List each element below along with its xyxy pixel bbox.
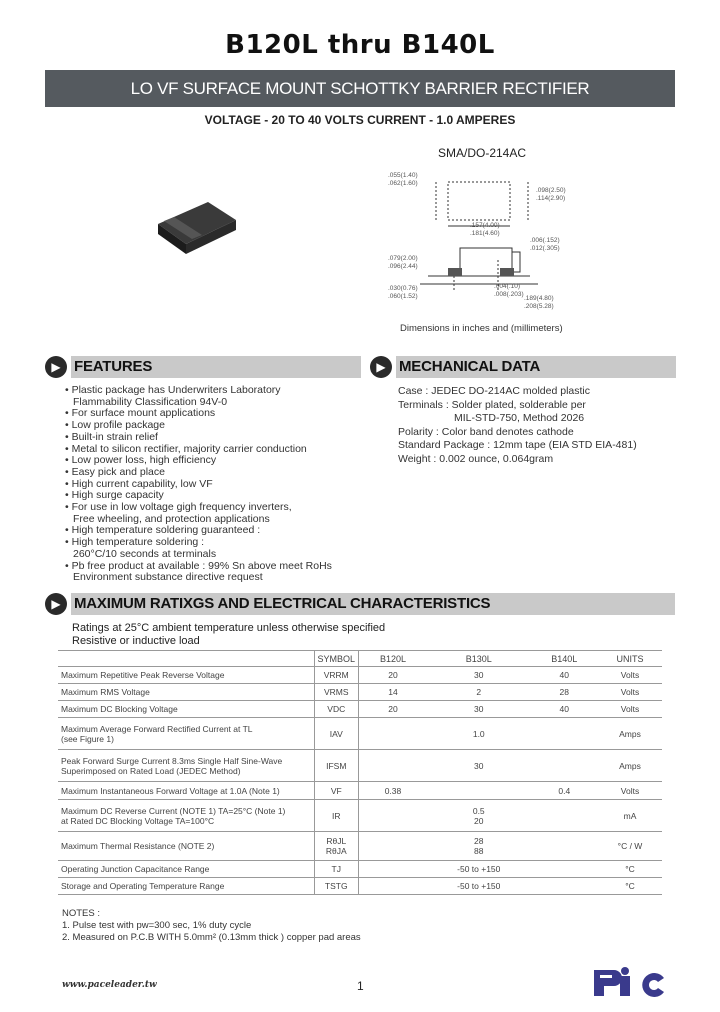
symbol-cell: [314, 878, 359, 895]
symbol-cell: [314, 782, 359, 800]
dim-label: .060(1.52): [388, 293, 418, 300]
b130l-cell: [427, 832, 531, 861]
package-name: SMA/DO-214AC: [438, 146, 527, 160]
features-list: [65, 385, 365, 584]
document-title: B120L thru B140L: [225, 30, 495, 60]
b140l-cell: [531, 750, 598, 782]
symbol-cell-text: TJ: [331, 864, 341, 874]
feature-item-continuation: Environment substance directive request: [73, 571, 263, 584]
b140l-cell-text: 0.4: [558, 785, 571, 796]
b140l-cell: [531, 832, 598, 861]
b130l-cell-text: 0.5: [472, 805, 485, 816]
b140l-cell-text: 40: [559, 670, 570, 680]
param-cell: [58, 718, 314, 750]
feature-item: • Plastic package has Underwriters Laboratory: [65, 384, 281, 396]
unit-cell: [598, 718, 662, 750]
b130l-cell: [427, 782, 531, 800]
unit-cell-text: Volts: [620, 670, 640, 680]
b140l-cell-text: 28: [559, 687, 570, 697]
param-cell-text: Maximum DC Reverse Current (NOTE 1) TA=25°C (Note 1): [61, 805, 286, 816]
symbol-cell: [314, 701, 359, 718]
feature-item-continuation: Free wheeling, and protection applications: [73, 512, 270, 525]
table-row: [58, 684, 662, 701]
param-cell: [58, 861, 314, 878]
symbol-cell: [314, 832, 359, 861]
feature-item: • Low profile package: [65, 419, 165, 432]
b120l-cell-text: 14: [388, 687, 398, 697]
symbol-cell: [314, 750, 359, 782]
b130l-cell-text: -50 to +150: [457, 864, 501, 874]
header-cell: B120L: [359, 651, 427, 667]
b140l-cell: [531, 718, 598, 750]
ratings-line-2: Resistive or inductive load: [72, 635, 200, 647]
unit-cell-text: Volts: [620, 785, 640, 796]
symbol-cell: [314, 800, 359, 832]
table-header-row: [58, 651, 662, 667]
b130l-cell: [427, 800, 531, 832]
param-cell: [58, 750, 314, 782]
feature-item: • For use in low voltage gigh frequency inverters,: [65, 501, 292, 514]
b130l-cell: [427, 684, 531, 701]
table-row: [58, 782, 662, 800]
features-heading: FEATURES: [71, 356, 361, 378]
b130l-cell-text: 1.0: [472, 728, 485, 739]
dim-label: .189(4.80): [524, 295, 554, 302]
feature-item-continuation: Flammability Classification 94V-0: [73, 395, 228, 408]
arrow-bullet-icon: ▶: [45, 356, 67, 378]
symbol-cell: [314, 861, 359, 878]
mechanical-list: [398, 385, 678, 466]
package-dimension-drawing: [388, 160, 568, 315]
b130l-cell-text: 2: [476, 687, 482, 697]
dim-label: .012(.305): [530, 245, 560, 252]
header-cell: B130L: [427, 651, 531, 667]
symbol-cell: [314, 667, 359, 684]
b130l-cell-text: 88: [474, 846, 484, 856]
symbol-cell-text: TSTG: [324, 881, 348, 891]
b120l-cell: [359, 750, 427, 782]
symbol-cell-text: IR: [332, 810, 341, 821]
b130l-cell-text: 28: [474, 836, 484, 846]
dim-label: .114(2.90): [536, 195, 566, 202]
param-cell-text: Maximum Average Forward Rectified Current at TL: [61, 723, 253, 734]
unit-cell-text: °C: [625, 881, 635, 891]
param-cell-text: at Rated DC Blocking Voltage TA=100°C: [61, 815, 215, 826]
unit-cell: [598, 800, 662, 832]
b140l-cell: [531, 861, 598, 878]
param-cell: [58, 878, 314, 895]
feature-item: • Built-in strain relief: [65, 430, 158, 443]
pic-logo: [590, 966, 674, 998]
arrow-bullet-icon: ▶: [45, 593, 67, 615]
param-cell-text: Storage and Operating Temperature Range: [61, 881, 225, 891]
unit-cell: [598, 861, 662, 878]
unit-cell: [598, 750, 662, 782]
mechanical-item: Case : JEDEC DO-214AC molded plastic: [398, 385, 590, 397]
param-cell: [58, 684, 314, 701]
param-cell: [58, 701, 314, 718]
param-cell: [58, 832, 314, 861]
b130l-cell: [427, 750, 531, 782]
table-row: [58, 701, 662, 718]
b130l-cell-text: 30: [474, 760, 484, 771]
b140l-cell: [531, 667, 598, 684]
page-number: 1: [357, 979, 364, 993]
param-cell-text: Maximum RMS Voltage: [61, 687, 150, 697]
dim-label: .181(4.60): [470, 230, 500, 237]
b120l-cell: [359, 782, 427, 800]
b120l-cell-text: 20: [388, 670, 398, 680]
dim-label: .062(1.60): [388, 180, 418, 187]
unit-cell-text: Volts: [620, 687, 640, 697]
mechanical-heading: MECHANICAL DATA: [396, 356, 676, 378]
param-cell-text: Maximum DC Blocking Voltage: [61, 704, 178, 714]
b120l-cell: [359, 701, 427, 718]
b120l-cell: [359, 861, 427, 878]
mechanical-item: Standard Package : 12mm tape (EIA STD EIA-481): [398, 439, 637, 451]
unit-cell: [598, 878, 662, 895]
arrow-bullet-icon: ▶: [370, 356, 392, 378]
param-cell-text: Superimposed on Rated Load (JEDEC Method): [61, 765, 241, 776]
b130l-cell: [427, 718, 531, 750]
feature-item: • For surface mount applications: [65, 407, 216, 420]
note-1: 1. Pulse test with pw=300 sec, 1% duty cycle: [62, 920, 252, 931]
feature-item: • High temperature soldering :: [65, 536, 205, 549]
param-cell: [58, 667, 314, 684]
b140l-cell: [531, 684, 598, 701]
dim-label: .006(.152): [530, 237, 560, 244]
table-row: [58, 718, 662, 750]
symbol-cell-text: VDC: [327, 704, 346, 714]
table-row: [58, 667, 662, 684]
b130l-cell: [427, 861, 531, 878]
b120l-cell: [359, 800, 427, 832]
symbol-cell-text: IAV: [329, 728, 343, 739]
header-cell: UNITS: [598, 651, 662, 667]
b120l-cell-text: 20: [388, 704, 398, 714]
feature-item: • Pb free product at available : 99% Sn above meet RoHs: [65, 559, 332, 572]
b140l-cell: [531, 800, 598, 832]
dim-label: .004(.10): [494, 283, 521, 290]
dim-label: .098(2.50): [536, 187, 566, 194]
feature-item: • High temperature soldering guaranteed :: [65, 524, 261, 537]
b120l-cell: [359, 718, 427, 750]
param-cell-text: Maximum Repetitive Peak Reverse Voltage: [61, 670, 225, 680]
unit-cell-text: Amps: [619, 728, 641, 739]
feature-item: • Easy pick and place: [65, 465, 165, 478]
unit-cell-text: Amps: [619, 760, 641, 771]
dim-label: .079(2.00): [388, 255, 418, 262]
symbol-cell-text: VRMS: [323, 687, 349, 697]
b130l-cell-text: -50 to +150: [457, 881, 501, 891]
param-cell-text: Maximum Instantaneous Forward Voltage at 1.0A (Note 1): [61, 785, 280, 796]
b130l-cell: [427, 701, 531, 718]
dim-label: .208(5.28): [524, 303, 554, 310]
symbol-cell-text: VF: [330, 785, 342, 796]
ratings-line-1: Ratings at 25°C ambient temperature unless otherwise specified: [72, 622, 386, 634]
ratings-heading: MAXIMUM RATIXGS AND ELECTRICAL CHARACTERISTICS: [71, 593, 675, 615]
table-row: [58, 878, 662, 895]
table-row: [58, 800, 662, 832]
header-cell: [58, 651, 314, 667]
unit-cell: [598, 701, 662, 718]
b120l-cell-text: 0.38: [384, 785, 402, 796]
table-row: [58, 861, 662, 878]
unit-cell: [598, 832, 662, 861]
dim-label: .055(1.40): [388, 172, 418, 179]
mechanical-item: Polarity : Color band denotes cathode: [398, 425, 574, 438]
b120l-cell: [359, 667, 427, 684]
voltage-current-summary: VOLTAGE - 20 TO 40 VOLTS CURRENT - 1.0 AMPERES: [204, 113, 516, 127]
symbol-cell: [314, 718, 359, 750]
ratings-conditions: [72, 622, 385, 648]
b130l-cell: [427, 878, 531, 895]
b130l-cell-text: 30: [474, 704, 484, 714]
mechanical-item: Terminals : Solder plated, solderable per: [398, 398, 586, 411]
dim-label: .030(0.76): [388, 285, 418, 292]
symbol-cell-text: IFSM: [326, 760, 347, 771]
feature-item: • High current capability, low VF: [65, 477, 213, 490]
param-cell-text: (see Figure 1): [61, 733, 114, 744]
b130l-cell-text: 20: [474, 815, 484, 826]
symbol-cell-text: VRRM: [323, 670, 349, 680]
notes-title: NOTES :: [62, 908, 101, 919]
component-image: [150, 196, 240, 258]
b120l-cell: [359, 684, 427, 701]
b140l-cell: [531, 701, 598, 718]
unit-cell-text: °C / W: [617, 841, 643, 851]
notes: [62, 908, 361, 944]
header-cell: SYMBOL: [314, 651, 359, 667]
b130l-cell-text: 30: [474, 670, 484, 680]
symbol-cell: [314, 684, 359, 701]
b140l-cell: [531, 782, 598, 800]
feature-item: • Low power loss, high efficiency: [65, 454, 217, 467]
table-row: [58, 832, 662, 861]
dim-label: .008(.203): [494, 291, 524, 298]
mechanical-item-continuation: MIL-STD-750, Method 2026: [454, 412, 585, 424]
mechanical-item: Weight : 0.002 ounce, 0.064gram: [398, 452, 554, 465]
b130l-cell: [427, 667, 531, 684]
feature-item: • Metal to silicon rectifier, majority carrier conduction: [65, 442, 307, 455]
dim-label: .096(2.44): [388, 263, 418, 270]
symbol-cell-text: RθJA: [325, 846, 347, 856]
feature-item-continuation: 260°C/10 seconds at terminals: [73, 547, 217, 560]
unit-cell: [598, 684, 662, 701]
b120l-cell: [359, 878, 427, 895]
param-cell: [58, 800, 314, 832]
param-cell-text: Operating Junction Capacitance Range: [61, 864, 210, 874]
param-cell: [58, 782, 314, 800]
dim-label: .157(4.00): [470, 222, 500, 229]
unit-cell-text: Volts: [620, 704, 640, 714]
dimension-note: Dimensions in inches and (millimeters): [400, 323, 563, 334]
b140l-cell: [531, 878, 598, 895]
b120l-cell: [359, 832, 427, 861]
unit-cell-text: °C: [625, 864, 635, 874]
unit-cell: [598, 667, 662, 684]
feature-item: • High surge capacity: [65, 489, 164, 502]
unit-cell-text: mA: [623, 810, 637, 821]
product-banner: LO VF SURFACE MOUNT SCHOTTKY BARRIER RECTIFIER: [45, 70, 675, 107]
table-row: [58, 750, 662, 782]
website-link[interactable]: www.paceleader.tw: [62, 980, 157, 990]
characteristics-table: [58, 650, 662, 895]
header-cell: B140L: [531, 651, 598, 667]
unit-cell: [598, 782, 662, 800]
param-cell-text: Maximum Thermal Resistance (NOTE 2): [61, 841, 215, 851]
b140l-cell-text: 40: [559, 704, 570, 714]
param-cell-text: Peak Forward Surge Current 8.3ms Single Half Sine-Wave: [61, 755, 283, 766]
symbol-cell-text: RθJL: [326, 836, 347, 846]
note-2: 2. Measured on P.C.B WITH 5.0mm² (0.13mm thick ) copper pad areas: [62, 932, 361, 943]
